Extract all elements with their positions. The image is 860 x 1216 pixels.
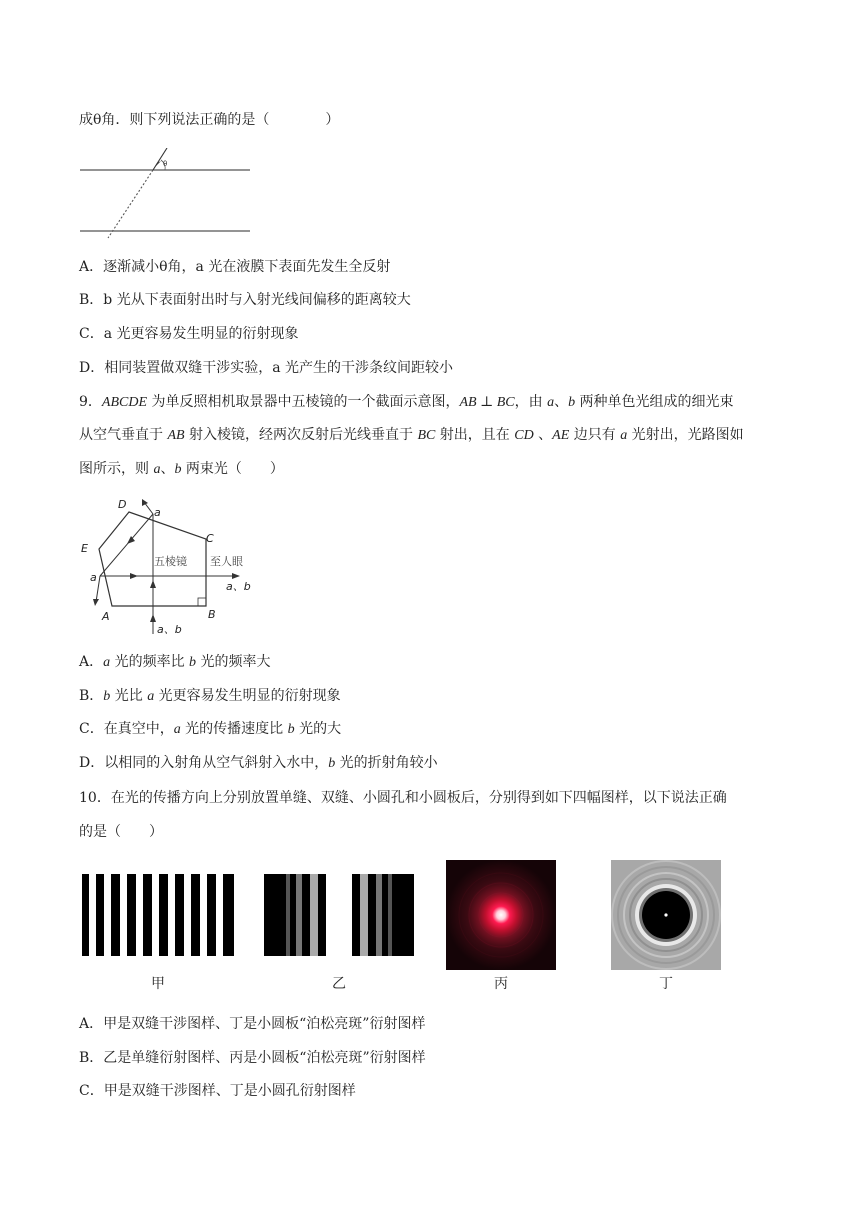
q8-option-b[interactable]: B．b 光从下表面射出时与入射光线间偏移的距离较大 [79,292,411,308]
ray-a-left-arrow-icon [93,599,99,606]
ray-in-arrow-icon [150,614,156,622]
label-a-left: a [90,571,97,584]
pattern-ding-image [611,860,721,970]
caption-jia: 甲 [151,976,165,992]
pattern-yi-image [264,874,414,956]
ray-reflect-1 [100,514,153,576]
q10-stem-line2: 的是（ ） [79,824,163,840]
refracted-ray [108,170,153,238]
label-eye: 至人眼 [210,555,243,568]
q9-stem-line2: 从空气垂直于 AB 射入棱镜，经两次反射后光线垂直于 BC 射出，且在 CD 、AE 边只有 a 光射出，光路图如 [79,427,744,443]
label-D: D [118,498,127,511]
angle-label: θ [163,160,168,168]
q9-option-c[interactable]: C．在真空中，a 光的传播速度比 b 光的大 [79,721,342,737]
q9-option-a[interactable]: A．a 光的频率比 b 光的频率大 [79,654,271,670]
ray-a-top-arrow-icon [142,499,148,506]
label-A: A [102,610,110,623]
q8-film-diagram [75,148,255,240]
q10-option-c[interactable]: C．甲是双缝干涉图样、丁是小圆孔衍射图样 [79,1083,356,1099]
q9-stem-line3: 图所示，则 a、b 两束光（ ） [79,461,284,477]
caption-bing: 丙 [494,976,508,992]
q9-stem-line1: 9．ABCDE 为单反照相机取景器中五棱镜的一个截面示意图，AB ⊥ BC，由 a、b 两种单色光组成的细光束 [79,394,734,410]
q8-option-d[interactable]: D．相同装置做双缝干涉实验，a 光产生的干涉条纹间距较小 [79,360,454,376]
label-prism: 五棱镜 [154,555,187,568]
q8-option-a[interactable]: A．逐渐减小θ角，a 光在液膜下表面先发生全反射 [79,259,391,275]
ray-in-arrow2-icon [150,580,156,588]
q10-stem-line1: 10．在光的传播方向上分别放置单缝、双缝、小圆孔和小圆板后，分别得到如下四幅图样，以下说法正确 [79,790,727,806]
q8-stem-end: 成θ角．则下列说法正确的是（ ） [79,112,340,128]
ray-out-arrow-icon [130,573,138,579]
caption-ding: 丁 [659,976,673,992]
caption-yi: 乙 [332,976,346,992]
label-C: C [206,532,214,545]
right-angle-mark [198,598,206,606]
pattern-jia-image [82,874,234,956]
label-E: E [81,542,88,555]
q8-option-c[interactable]: C．a 光更容易发生明显的衍射现象 [79,326,299,342]
pattern-bing-image [446,860,556,970]
q9-pentaprism-diagram [74,494,284,639]
label-ab-bottom: a、b [157,623,182,636]
label-B: B [208,608,216,621]
q10-option-a[interactable]: A．甲是双缝干涉图样、丁是小圆板“泊松亮斑”衍射图样 [79,1016,426,1032]
label-ab-right: a、b [226,580,251,593]
q9-option-b[interactable]: B．b 光比 a 光更容易发生明显的衍射现象 [79,688,341,704]
q9-option-d[interactable]: D．以相同的入射角从空气斜射入水中，b 光的折射角较小 [79,755,438,771]
label-a-top: a [154,506,161,519]
ray-out-arrow2-icon [232,573,240,579]
q10-option-b[interactable]: B．乙是单缝衍射图样、丙是小圆板“泊松亮斑”衍射图样 [79,1050,426,1066]
